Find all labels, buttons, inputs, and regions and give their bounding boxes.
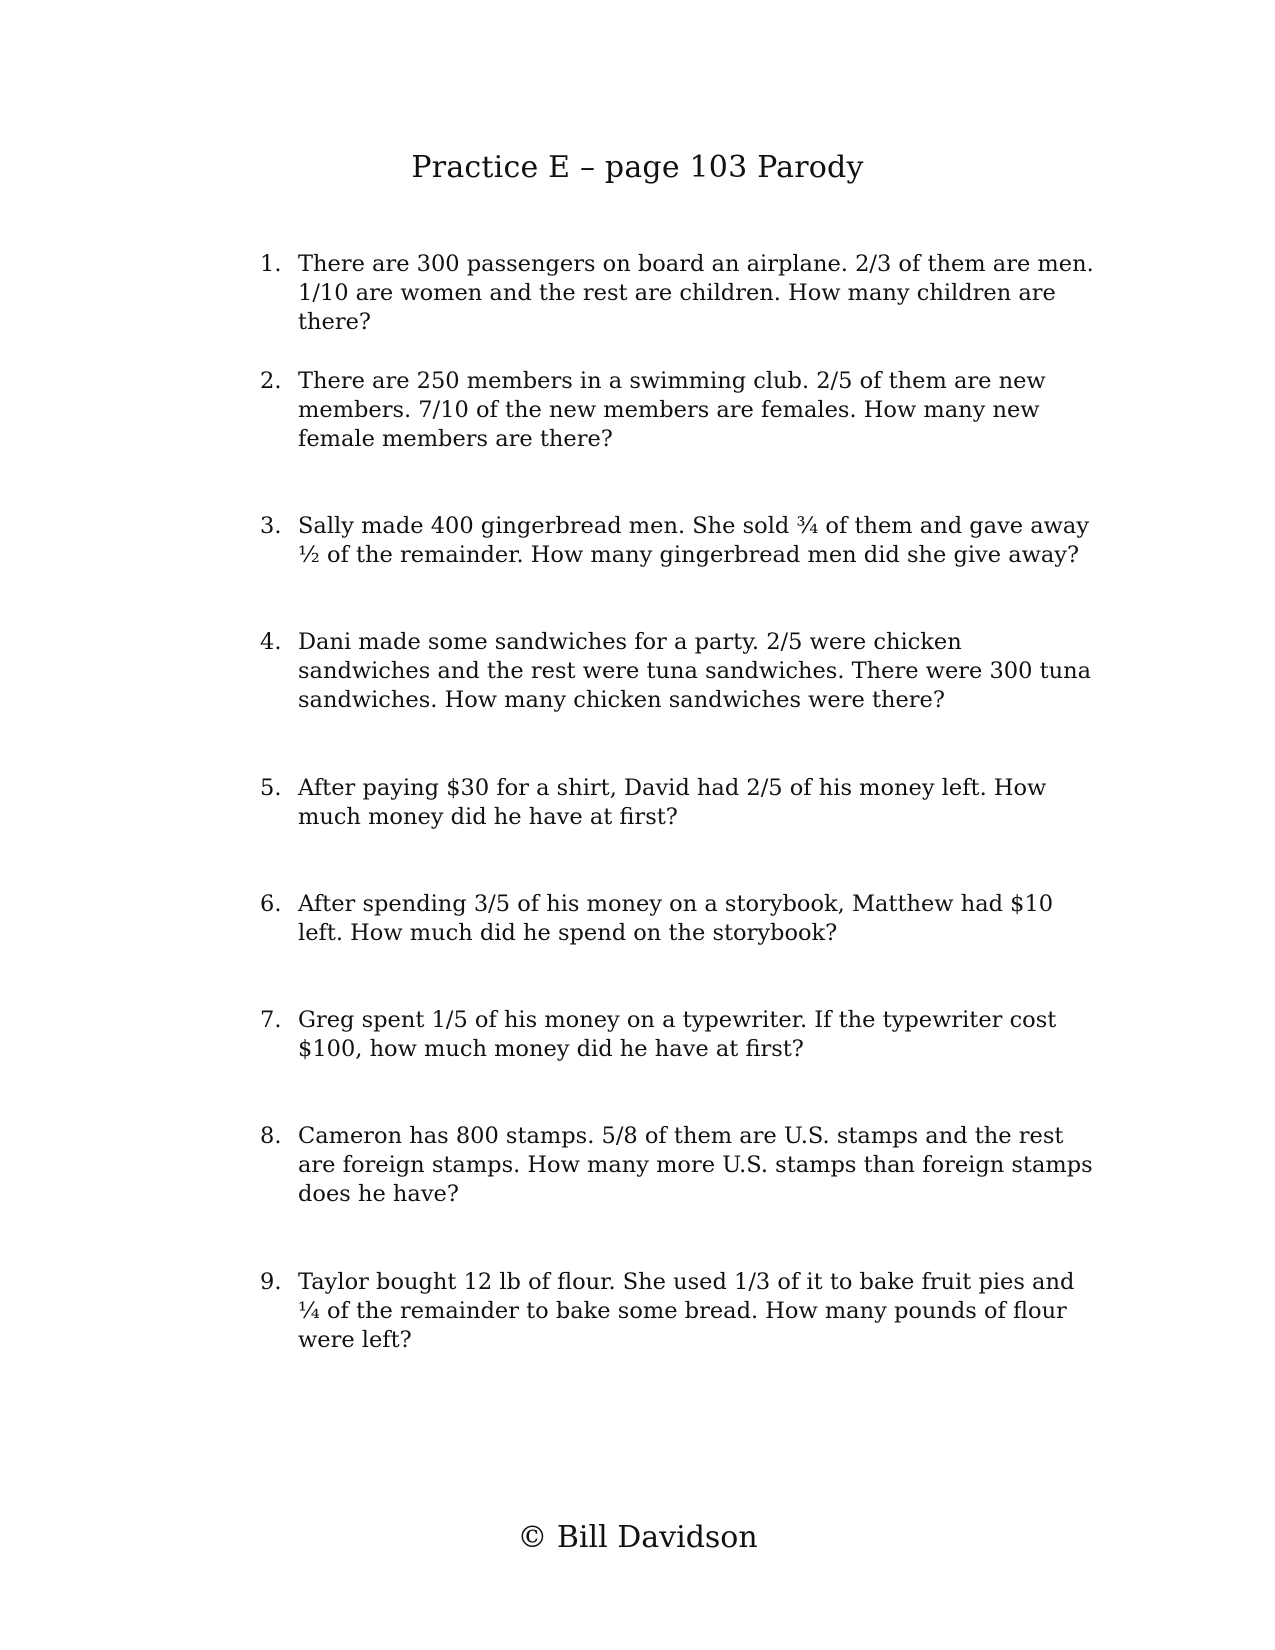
problem-text: Greg spent 1/5 of his money on a typewriter. If the typewriter cost $100, how much money did he have at first? (298, 1007, 1057, 1062)
problem-item (260, 1122, 1100, 1209)
problem-item (260, 250, 1100, 337)
problem-number: 7. (260, 1007, 282, 1033)
problem-text: Taylor bought 12 lb of flour. She used 1/3 of it to bake fruit pies and ¼ of the remainder to bake some bread. How many pounds of flour were left? (298, 1269, 1075, 1353)
problem-item (260, 1006, 1100, 1064)
problem-item (260, 1268, 1100, 1355)
problem-item (260, 774, 1100, 832)
problem-number: 2. (260, 368, 282, 394)
problem-item (260, 890, 1100, 948)
problem-number: 6. (260, 891, 282, 917)
problem-number: 1. (260, 251, 282, 277)
problem-number: 3. (260, 513, 282, 539)
problem-number: 9. (260, 1269, 282, 1295)
copyright-footer: © Bill Davidson (517, 1520, 758, 1555)
problem-text: There are 250 members in a swimming club. 2/5 of them are new members. 7/10 of the new members are females. How many new female members are there? (298, 368, 1046, 452)
problem-item (260, 367, 1100, 454)
problem-number: 4. (260, 629, 282, 655)
problem-number: 5. (260, 775, 282, 801)
page-title: Practice E – page 103 Parody (411, 150, 864, 185)
problem-item (260, 628, 1100, 715)
problem-text: There are 300 passengers on board an airplane. 2/3 of them are men. 1/10 are women and the rest are children. How many children are there? (298, 251, 1094, 335)
problem-text: After spending 3/5 of his money on a storybook, Matthew had $10 left. How much did he spend on the storybook? (298, 891, 1054, 946)
problem-item (260, 512, 1100, 570)
problem-text: Cameron has 800 stamps. 5/8 of them are U.S. stamps and the rest are foreign stamps. How many more U.S. stamps than foreign stamps does he have? (298, 1123, 1093, 1207)
problem-text: Dani made some sandwiches for a party. 2/5 were chicken sandwiches and the rest were tuna sandwiches. There were 300 tuna sandwiches. How many chicken sandwiches were there? (298, 629, 1092, 713)
problem-number: 8. (260, 1123, 282, 1149)
problem-text: After paying $30 for a shirt, David had 2/5 of his money left. How much money did he have at first? (298, 775, 1047, 830)
problem-text: Sally made 400 gingerbread men. She sold ¾ of them and gave away ½ of the remainder. How many gingerbread men did she give away? (298, 513, 1090, 568)
